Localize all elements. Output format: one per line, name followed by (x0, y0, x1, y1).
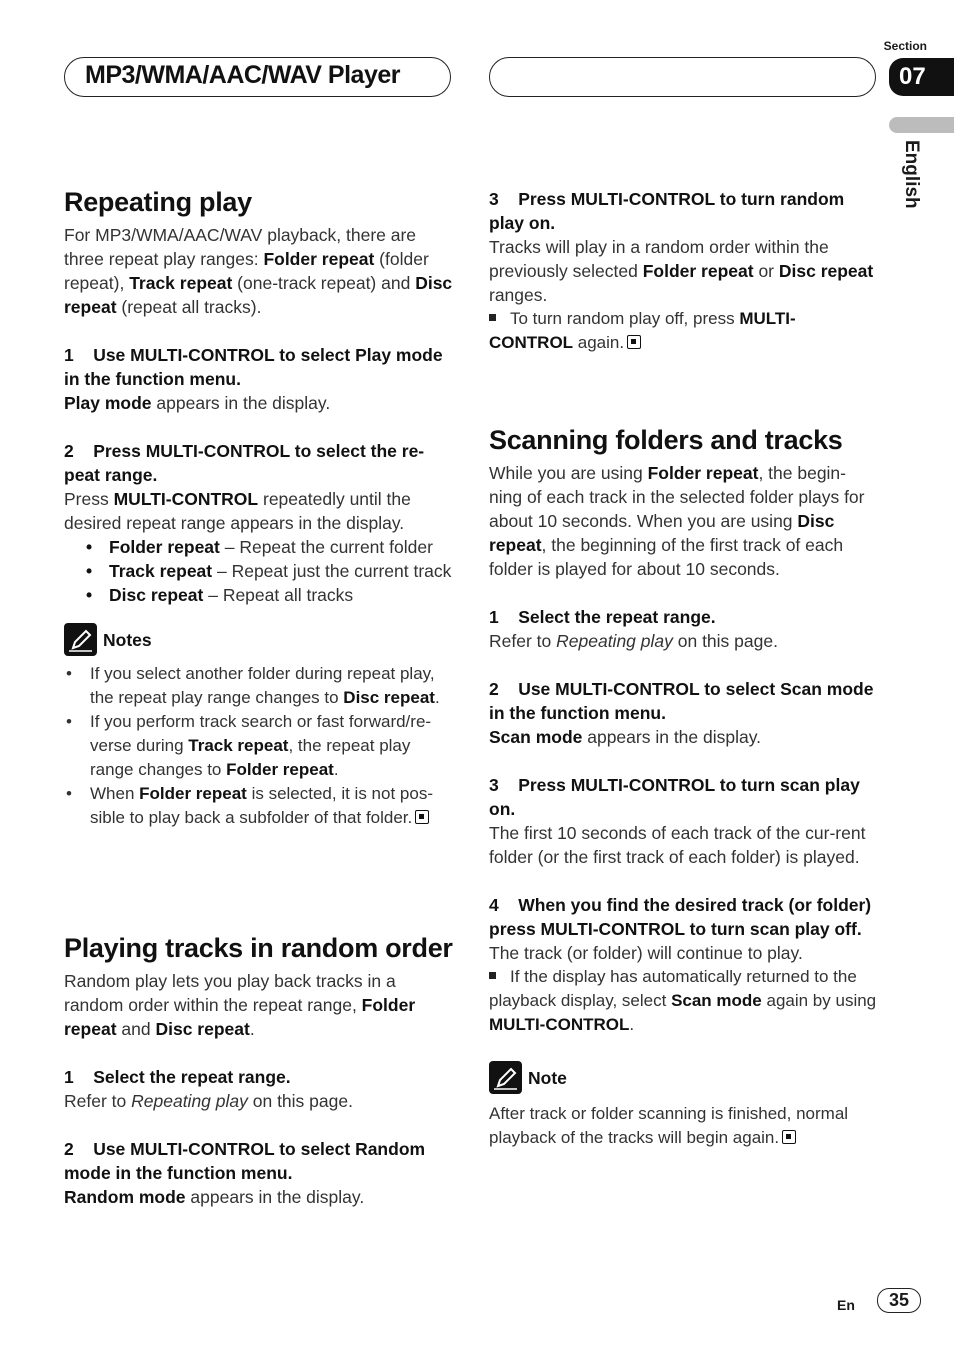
step-text: Select the repeat range. (518, 607, 716, 627)
footer-language-code: En (837, 1297, 855, 1313)
repeat-step-2-title (64, 439, 454, 487)
note-item: • If you select another folder during repeat play, the repeat play range changes to Disc repeat. (64, 662, 454, 710)
notes-label: Notes (103, 629, 152, 650)
repeat-intro: For MP3/WMA/AAC/WAV playback, there are three repeat play ranges: Folder repeat (folder repeat), Track repeat (one-track repeat) and Disc repeat (repeat all tracks). (64, 225, 453, 317)
scan-step-2-title (489, 677, 879, 725)
step-number: 3 (489, 189, 499, 209)
scan-step-1-title (489, 605, 879, 629)
step-number: 2 (64, 441, 74, 461)
step-number: 2 (64, 1139, 74, 1159)
left-column (64, 185, 454, 830)
language-label: English (901, 140, 922, 209)
chapter-title: MP3/WMA/AAC/WAV Player (85, 61, 400, 89)
scan-note (489, 1102, 879, 1150)
list-item: • Folder repeat – Repeat the current folder (64, 535, 454, 559)
language-tab (889, 117, 954, 133)
random-step-2-title (64, 1137, 454, 1185)
step-text: Select the repeat range. (93, 1067, 291, 1087)
scan-step-1-body: Refer to Repeating play on this page. (489, 631, 778, 651)
scan-step-3-title (489, 773, 879, 821)
scan-step-3-body: The first 10 seconds of each track of the cur-rent folder (or the first track of each folder) is played. (489, 823, 866, 867)
step-number: 1 (64, 1067, 74, 1087)
step-text: When you find the desired track (or folder) press MULTI-CONTROL to turn scan play off. (489, 895, 872, 939)
step-text: Use MULTI-CONTROL to select Play mode in the function menu. (64, 345, 443, 389)
scan-tip (489, 965, 879, 1037)
note-item: • If you perform track search or fast forward/re-verse during Track repeat, the repeat play range changes to Folder repeat. (64, 710, 454, 782)
notes-header (64, 623, 454, 656)
random-step-1-body: Refer to Repeating play on this page. (64, 1091, 353, 1111)
step-number: 4 (489, 895, 499, 915)
end-of-section-icon (627, 335, 641, 349)
pencil-note-icon (489, 1061, 522, 1094)
section-number-tab: 07 (889, 58, 954, 96)
header-title-pill (64, 57, 451, 97)
page-number: 35 (877, 1288, 921, 1313)
right-column-scan (489, 423, 879, 1150)
scan-heading: Scanning folders and tracks (489, 425, 843, 455)
scan-step-2-body: Scan mode appears in the display. (489, 727, 762, 747)
end-of-section-icon (782, 1130, 796, 1144)
step-number: 1 (489, 607, 499, 627)
repeat-step-1-body: Play mode appears in the display. (64, 393, 331, 413)
list-item: • Track repeat – Repeat just the current track (64, 559, 454, 583)
step-text: Use MULTI-CONTROL to select Random mode in the function menu. (64, 1139, 426, 1183)
note-header (489, 1061, 879, 1094)
random-step-3-title (489, 187, 879, 235)
square-bullet-icon (489, 314, 496, 321)
notes-list (64, 662, 454, 830)
scan-intro: While you are using Folder repeat, the begin-ning of each track in the selected folder plays for about 10 seconds. When you are using Disc repeat, the beginning of the first track of each folder is played for about 10 seconds. (489, 463, 865, 579)
step-text: Press MULTI-CONTROL to turn scan play on. (489, 775, 860, 819)
random-intro: Random play lets you play back tracks in a random order within the repeat range, Folder repeat and Disc repeat. (64, 971, 416, 1039)
note-text: When Folder repeat is selected, it is not pos-sible to play back a subfolder of that folder. (90, 784, 433, 827)
note-item (64, 782, 454, 830)
step-text: Press MULTI-CONTROL to turn random play on. (489, 189, 845, 233)
repeat-step-2-body: Press MULTI-CONTROL repeatedly until the desired repeat range appears in the display. (64, 489, 411, 533)
step-text: Use MULTI-CONTROL to select Scan mode in the function menu. (489, 679, 874, 723)
pencil-note-icon (64, 623, 97, 656)
note-text: After track or folder scanning is finished, normal playback of the tracks will begin again. (489, 1104, 849, 1147)
random-step-3-body: Tracks will play in a random order within the previously selected Folder repeat or Disc repeat ranges. (489, 237, 874, 305)
end-of-section-icon (415, 810, 429, 824)
scan-step-4-title (489, 893, 879, 941)
repeat-options-list (64, 535, 454, 607)
note-label: Note (528, 1067, 567, 1088)
section-label: Section (883, 39, 927, 53)
tip-text: To turn random play off, press MULTI-CONTROL again. (489, 309, 796, 352)
repeat-step-1-title (64, 343, 454, 391)
step-number: 1 (64, 345, 74, 365)
random-off-tip (489, 307, 879, 355)
header-empty-pill (489, 57, 876, 97)
random-step-2-body: Random mode appears in the display. (64, 1187, 365, 1207)
step-number: 2 (489, 679, 499, 699)
square-bullet-icon (489, 972, 496, 979)
scan-step-4-body: The track (or folder) will continue to play. (489, 943, 803, 963)
step-number: 3 (489, 775, 499, 795)
right-column-random (489, 187, 879, 355)
list-item: • Disc repeat – Repeat all tracks (64, 583, 454, 607)
tip-text: If the display has automatically returned to the playback display, select Scan mode again by using MULTI-CONTROL. (489, 967, 877, 1034)
step-text: Press MULTI-CONTROL to select the re-peat range. (64, 441, 425, 485)
left-column-random (64, 931, 454, 1209)
repeating-play-heading: Repeating play (64, 187, 252, 217)
random-step-1-title (64, 1065, 454, 1089)
random-heading: Playing tracks in random order (64, 933, 453, 963)
